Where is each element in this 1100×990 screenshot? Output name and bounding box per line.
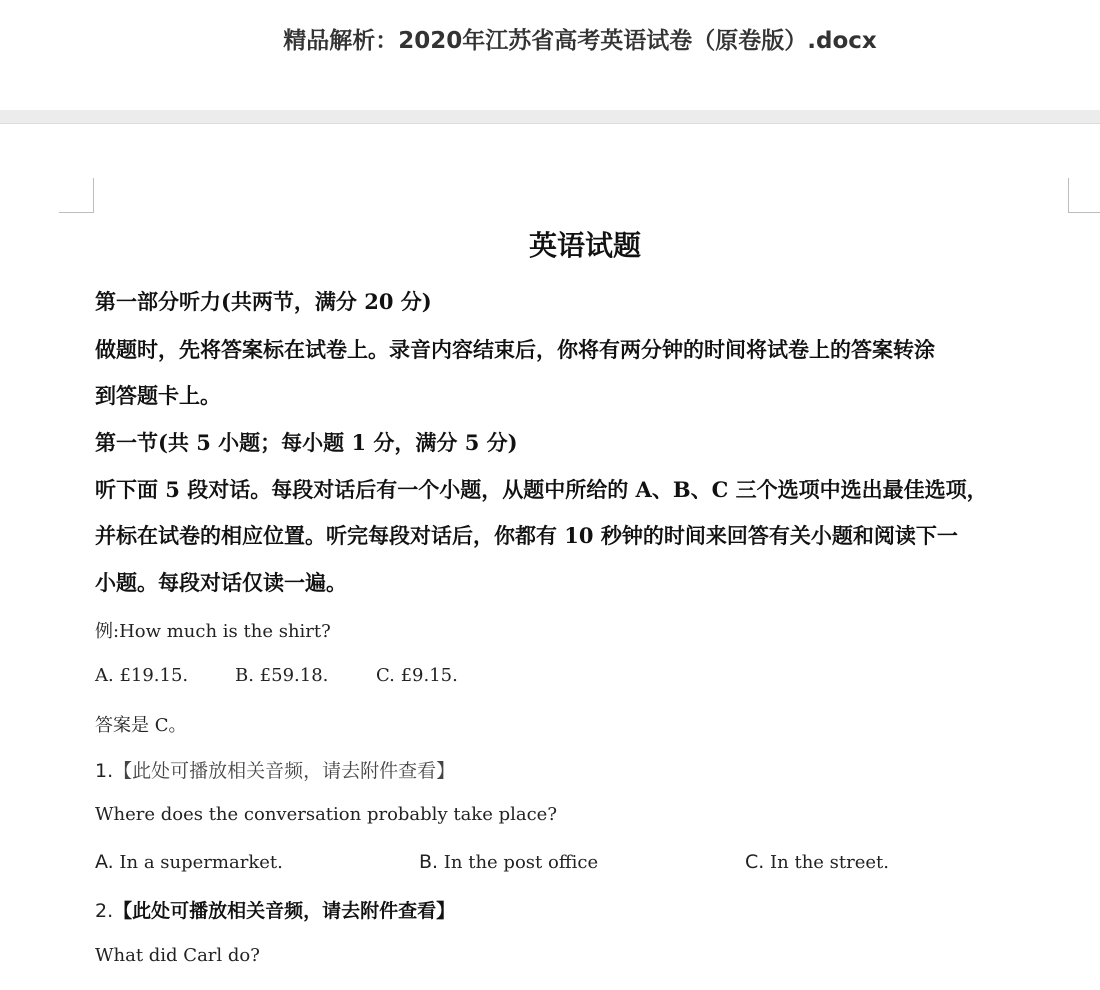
example-question-text: How much is the shirt?: [119, 621, 331, 642]
toolbar-divider: [0, 110, 1100, 124]
option-text: In the post office: [438, 852, 599, 873]
example-option-a: A. £19.15.: [95, 665, 189, 686]
question-1-text: Where does the conversation probably take place?: [95, 804, 557, 825]
example-option-b: B. £59.18.: [235, 665, 329, 686]
example-label: 例:: [95, 621, 120, 642]
question-1-option-c: [745, 851, 889, 873]
section1-instructions-line: 小题。每段对话仅读一遍。: [95, 570, 347, 595]
section1-heading: 第一节(共 5 小题；每小题 1 分，满分 5 分): [95, 430, 518, 455]
section1-instructions-line: 并标在试卷的相应位置。听完每段对话后，你都有 10 秒钟的时间来回答有关小题和阅读下一: [95, 523, 958, 548]
example-option-c: C. £9.15.: [376, 665, 458, 686]
audio-note[interactable]: 【此处可播放相关音频，请去附件查看】: [113, 760, 456, 782]
question-1-option-b: [419, 851, 598, 873]
question-2-text: What did Carl do?: [95, 945, 260, 966]
document-page: [0, 124, 1100, 990]
section1-instructions-line: 听下面 5 段对话。每段对话后有一个小题，从题中所给的 A、B、C 三个选项中选出最佳选项，: [95, 477, 988, 502]
title-bar: [0, 0, 1100, 110]
question-1-option-a: [95, 851, 283, 873]
option-letter: A.: [95, 851, 114, 873]
option-text: In the street.: [764, 852, 889, 873]
question-1-audio[interactable]: [95, 756, 455, 783]
audio-note[interactable]: 【此处可播放相关音频，请去附件查看】: [113, 900, 456, 922]
instructions-line: 做题时，先将答案标在试卷上。录音内容结束后，你将有两分钟的时间将试卷上的答案转涂: [95, 337, 935, 362]
document-filename: 精品解析：2020年江苏省高考英语试卷（原卷版）.docx: [283, 28, 877, 54]
question-2-audio[interactable]: [95, 896, 455, 923]
option-letter: C.: [745, 851, 765, 873]
margin-mark-top-left: [59, 178, 94, 213]
option-letter: B.: [419, 851, 439, 873]
part1-heading: 第一部分听力(共两节，满分 20 分): [95, 289, 432, 314]
instructions-line: 到答题卡上。: [95, 383, 221, 408]
margin-mark-top-right: [1068, 178, 1100, 213]
document-title: 英语试题: [528, 229, 641, 262]
question-number: 1.: [95, 760, 114, 782]
question-number: 2.: [95, 900, 114, 922]
example-answer: 答案是 C。: [95, 715, 187, 736]
example-question: [95, 617, 331, 643]
option-text: In a supermarket.: [113, 852, 283, 873]
